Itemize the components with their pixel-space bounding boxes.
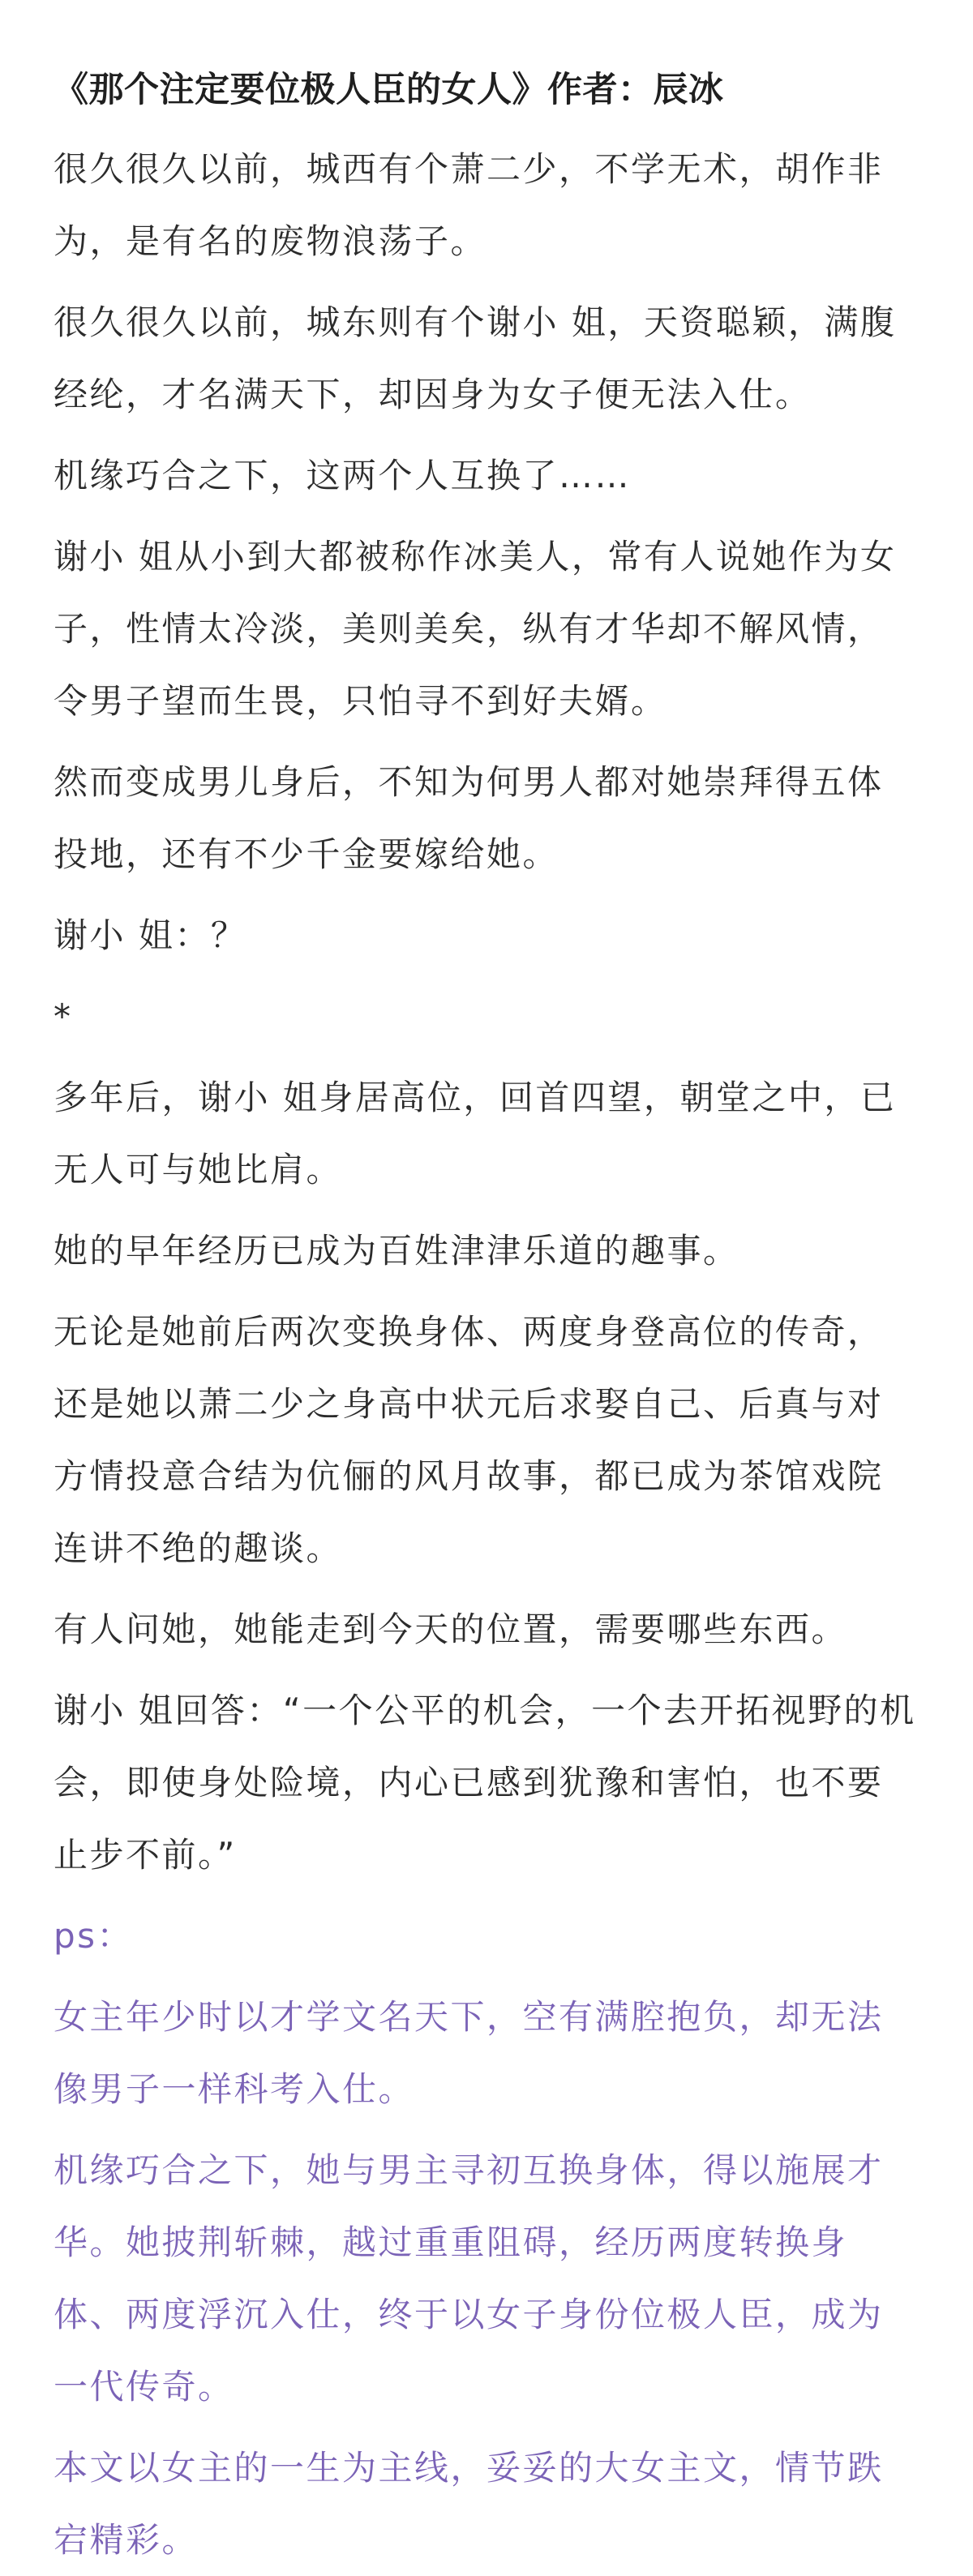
ps-label: ps： [54, 1916, 134, 1957]
ps-paragraph-1: 女主年少时以才学文名天下，空有满腔抱负，却无法像男子一样科考入仕。 [54, 1997, 884, 2110]
book-title: 《那个注定要位极人臣的女人》作者：辰冰 [54, 70, 724, 110]
paragraph-1: 很久很久以前，城西有个萧二少，不学无术，胡作非为，是有名的废物浪荡子。 [54, 149, 884, 262]
paragraph-3: 机缘巧合之下，这两个人互换了…… [54, 456, 632, 496]
paragraph-9: 无论是她前后两次变换身体、两度身登高位的传奇，还是她以萧二少之身高中状元后求娶自己、后真与对方情投意合结为伉俪的风月故事，都已成为茶馆戏院连讲不绝的趣谈。 [54, 1312, 884, 1569]
paragraph-4: 谢小 姐从小到大都被称作冰美人，常有人说她作为女子，性情太冷淡，美则美矣，纵有才华却不解风情，令男子望而生畏，只怕寻不到好夫婿。 [54, 537, 897, 722]
paragraph-5: 然而变成男儿身后，不知为何男人都对她崇拜得五体投地，还有不少千金要嫁给她。 [54, 762, 884, 875]
paragraph-10: 有人问她，她能走到今天的位置，需要哪些东西。 [54, 1609, 848, 1650]
paragraph-6: 谢小 姐：？ [54, 915, 247, 956]
paragraph-7: 多年后，谢小 姐身居高位，回首四望，朝堂之中，已无人可与她比肩。 [54, 1078, 897, 1190]
ps-paragraph-2: 机缘巧合之下，她与男主寻初互换身体，得以施展才华。她披荆斩棘，越过重重阻碍，经历两度转换身体、两度浮沉入仕，终于以女子身份位极人臣，成为一代传奇。 [54, 2150, 884, 2407]
paragraph-2: 很久很久以前，城东则有个谢小 姐，天资聪颖，满腹经纶，才名满天下，却因身为女子便无法入仕。 [54, 302, 897, 415]
ps-paragraph-3: 本文以女主的一生为主线，妥妥的大女主文，情节跌宕精彩。 [54, 2448, 884, 2561]
paragraph-8: 她的早年经历已成为百姓津津乐道的趣事。 [54, 1231, 739, 1271]
paragraph-11: 谢小 姐回答：“一个公平的机会，一个去开拓视野的机会，即使身处险境，内心已感到犹豫和害怕，也不要止步不前。” [54, 1691, 916, 1875]
separator-asterisk: * [54, 997, 73, 1037]
